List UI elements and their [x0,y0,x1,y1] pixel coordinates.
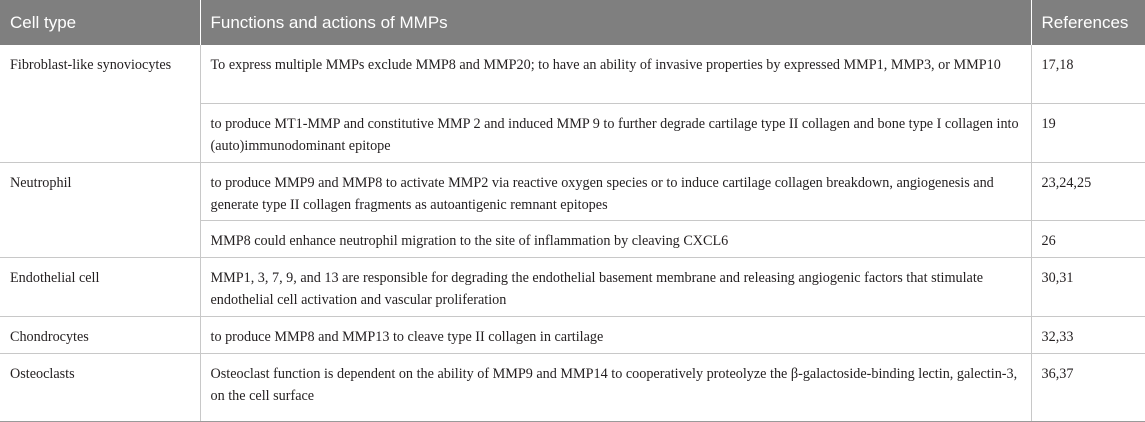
table-row [0,45,1145,103]
cell-type-cell: Endothelial cell [0,257,200,316]
references-cell: 17,18 [1031,45,1145,103]
functions-cell: to produce MMP9 and MMP8 to activate MMP2 via reactive oxygen species or to induce cartilage collagen breakdown, angiogenesis and generate type II collagen fragments as autoantigenic remnant epitopes [200,162,1031,220]
references-cell: 32,33 [1031,316,1145,353]
functions-cell: to produce MMP8 and MMP13 to cleave type II collagen in cartilage [200,316,1031,353]
cell-type-cell: Fibroblast-like synoviocytes [0,45,200,162]
references-cell: 23,24,25 [1031,162,1145,220]
functions-cell: MMP1, 3, 7, 9, and 13 are responsible for degrading the endothelial basement membrane and releasing angiogenic factors that stimulate endothelial cell activation and vascular proliferation [200,257,1031,316]
header-functions: Functions and actions of MMPs [200,0,1031,45]
functions-cell: Osteoclast function is dependent on the ability of MMP9 and MMP14 to cooperatively proteolyze the β-galactoside-binding lectin, galectin-3, on the cell surface [200,353,1031,421]
references-cell: 26 [1031,220,1145,257]
cell-type-cell: Chondrocytes [0,316,200,353]
table-row [0,257,1145,316]
table-row [0,353,1145,421]
header-cell-type: Cell type [0,0,200,45]
functions-cell: to produce MT1-MMP and constitutive MMP 2 and induced MMP 9 to further degrade cartilage type II collagen and bone type I collagen into (auto)immunodominant epitope [200,103,1031,162]
references-cell: 36,37 [1031,353,1145,421]
table-row [0,316,1145,353]
table-header-row [0,0,1145,45]
functions-cell: MMP8 could enhance neutrophil migration to the site of inflammation by cleaving CXCL6 [200,220,1031,257]
references-cell: 30,31 [1031,257,1145,316]
table-row [0,162,1145,220]
references-cell: 19 [1031,103,1145,162]
cell-type-cell: Neutrophil [0,162,200,257]
cell-type-cell: Osteoclasts [0,353,200,421]
header-references: References [1031,0,1145,45]
functions-cell: To express multiple MMPs exclude MMP8 and MMP20; to have an ability of invasive properties by expressed MMP1, MMP3, or MMP10 [200,45,1031,103]
